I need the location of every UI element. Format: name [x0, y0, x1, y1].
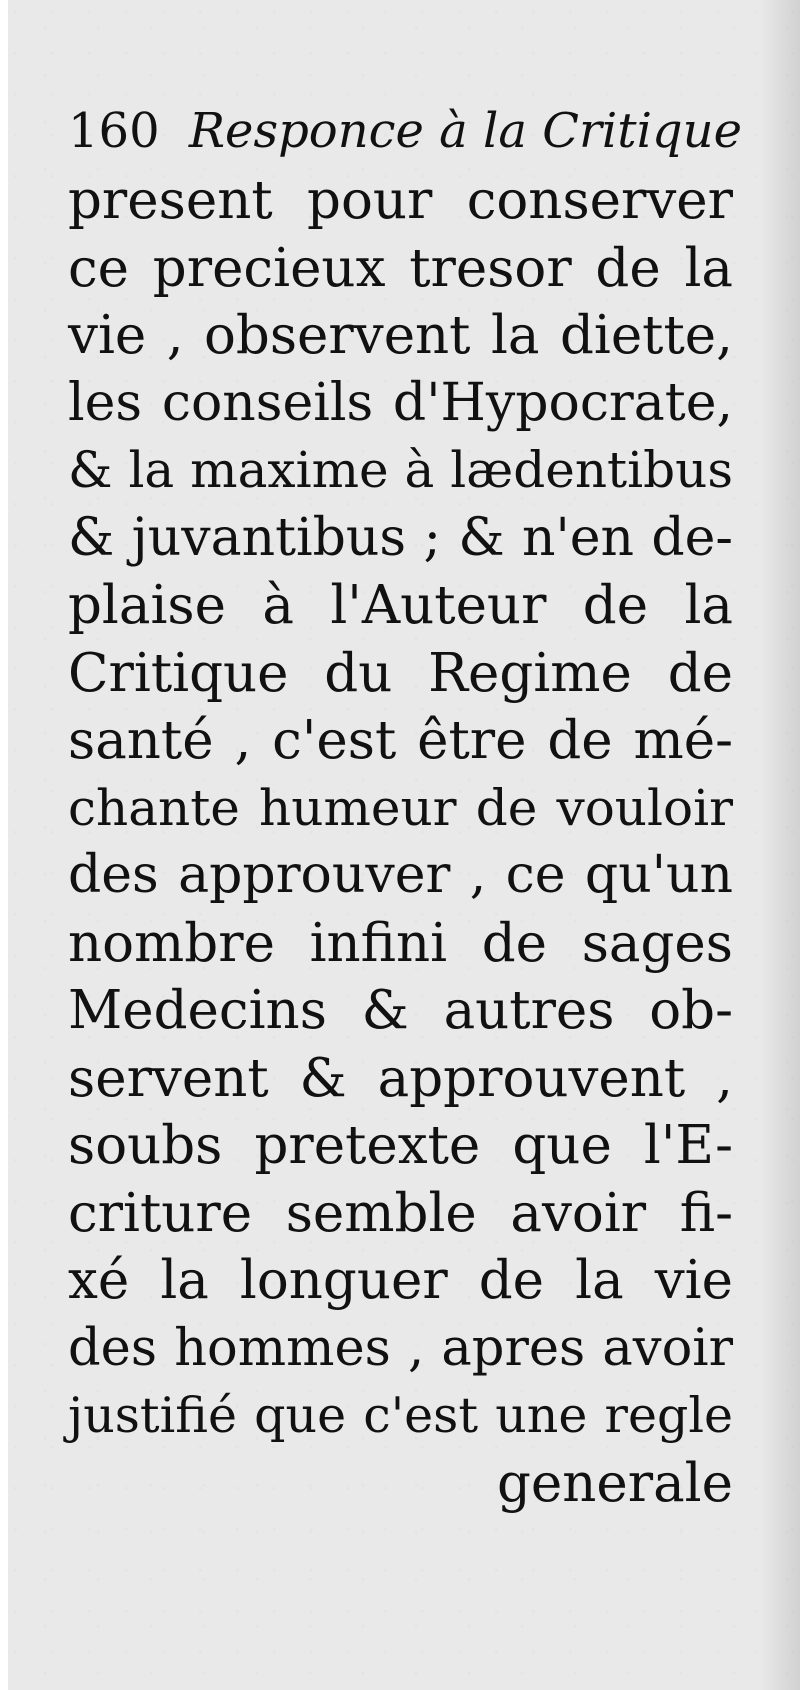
text-line: santé , c'est être de mé-	[68, 710, 733, 771]
text-line: Medecins & autres ob-	[68, 980, 733, 1041]
text-line: les conseils d'Hypocrate,	[68, 372, 733, 433]
text-line: Critique du Regime de	[68, 642, 733, 704]
text-line: chante humeur de vouloir	[68, 778, 733, 837]
text-block	[68, 95, 742, 1517]
text-line: ce precieux tresor de la	[68, 237, 733, 299]
text-line: soubs pretexte que l'E-	[68, 1115, 733, 1176]
text-line: nombre infini de sages	[68, 912, 733, 974]
text-line: des hommes , apres avoir	[68, 1318, 733, 1378]
text-line: & juvantibus ; & n'en de-	[68, 507, 733, 568]
text-line: present pour conserver	[68, 170, 733, 231]
text-line: servent & approuvent ,	[68, 1047, 733, 1109]
page-edge-shadow	[760, 0, 800, 1690]
text-line: des approuver , ce qu'un	[68, 845, 733, 905]
page-number: 160	[68, 103, 160, 159]
book-page	[8, 0, 800, 1690]
catchword: generale	[496, 1452, 733, 1514]
text-line: & la maxime à lædentibus	[68, 441, 733, 499]
text-line: plaise à l'Auteur de la	[68, 575, 733, 636]
running-title: Responce à la Critique	[188, 103, 742, 159]
text-line: justifié que c'est une regle	[68, 1387, 733, 1444]
text-line: vie , observent la diette,	[68, 305, 733, 366]
running-header	[68, 95, 742, 167]
text-line: criture semble avoir fi-	[68, 1182, 733, 1244]
text-line: xé la longuer de la vie	[68, 1250, 733, 1311]
